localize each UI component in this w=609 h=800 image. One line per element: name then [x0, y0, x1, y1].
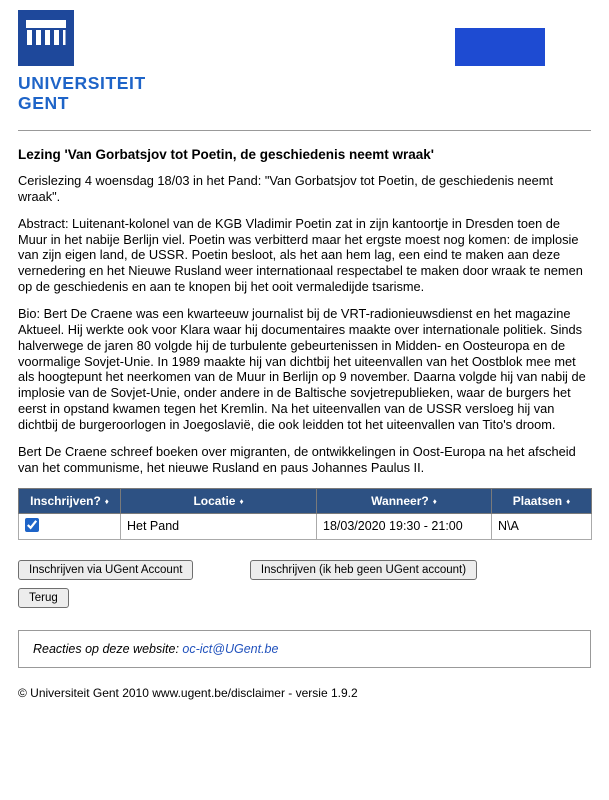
- cell-wanneer: 18/03/2020 19:30 - 21:00: [317, 513, 492, 539]
- sort-icon: ♦: [104, 496, 109, 506]
- inschrijven-checkbox[interactable]: [25, 518, 39, 532]
- subscribe-button-row: [18, 560, 591, 580]
- subscribe-no-account-button[interactable]: Inschrijven (ik heb geen UGent account): [250, 560, 477, 580]
- sort-icon: ♦: [566, 496, 571, 506]
- column-header-label: Inschrijven?: [30, 493, 101, 508]
- logo-text-gent: GENT: [18, 92, 70, 113]
- column-header-inschrijven[interactable]: [19, 488, 121, 513]
- column-header-label: Locatie: [193, 493, 236, 508]
- page-title: Lezing 'Van Gorbatsjov tot Poetin, de geschiedenis neemt wraak': [18, 147, 435, 162]
- cell-inschrijven: [19, 513, 121, 539]
- sort-icon: ♦: [432, 496, 437, 506]
- cell-locatie: Het Pand: [121, 513, 317, 539]
- column-header-wanneer[interactable]: [317, 488, 492, 513]
- column-header-plaatsen[interactable]: [492, 488, 592, 513]
- subscribe-ugent-button[interactable]: Inschrijven via UGent Account: [18, 560, 193, 580]
- footer-text: © Universiteit Gent 2010 www.ugent.be/disclaimer - versie 1.9.2: [18, 685, 358, 700]
- header: [18, 10, 591, 118]
- ugent-logo-icon: [18, 10, 74, 66]
- header-divider: [18, 130, 591, 131]
- sessions-table: [18, 488, 592, 540]
- column-header-locatie[interactable]: [121, 488, 317, 513]
- logo-text-universiteit: UNIVERSITEIT: [18, 73, 146, 93]
- back-button[interactable]: Terug: [18, 588, 69, 608]
- table-header-row: [19, 488, 592, 513]
- abstract-paragraph: Abstract: Luitenant-kolonel van de KGB Vladimir Poetin zat in zijn kantoortje in Dresden toen de Muur in het nabije Berlijn viel. Poetin was verbitterd maar het ergste moest nog komen: de implosie van zijn eigen land, de USSR. Poetin besloot, als het aan hem lag, een eind te maken aan deze vernedering en het Nieuwe Rusland weer internationaal respectabel te maken door wraak te nemen op de geschiedenis en aan te knopen bij het ooit vermaledijde tsarisme.: [18, 215, 583, 295]
- sort-icon: ♦: [239, 496, 244, 506]
- intro-paragraph: Cerislezing 4 woensdag 18/03 in het Pand: "Van Gorbatsjov tot Poetin, de geschiedenis neemt wraak".: [18, 173, 554, 204]
- feedback-email-link[interactable]: oc-ict@UGent.be: [182, 641, 279, 656]
- table-row: [19, 513, 592, 539]
- logo-wordmark: [18, 74, 591, 113]
- column-header-label: Plaatsen: [512, 493, 563, 508]
- cell-plaatsen: N\A: [492, 513, 592, 539]
- books-paragraph: Bert De Craene schreef boeken over migranten, de ontwikkelingen in Oost-Europa na het afscheid van het communisme, het nieuwe Rusland en paus Johannes Paulus II.: [18, 443, 576, 475]
- banner-image: [455, 28, 545, 66]
- feedback-box: [18, 630, 591, 668]
- footer: [18, 686, 591, 700]
- bio-paragraph: Bio: Bert De Craene was een kwarteeuw journalist bij de VRT-radionieuwsdienst en het magazine Aktueel. Hij werkte ook voor Klara waar hij documentaires maakte over internationale politiek. Sinds halverwege de jaren 80 volgde hij de turbulente gebeurtenissen in Midden- en Oosteuropa en de voormalige Sovjet-Unie. In 1989 maakte hij van dichtbij het uiteenvallen van het Oostblok mee met als hoogtepunt het neerkomen van de Muur in Berlijn op 9 november. Daarna volgde hij van nabij de implosie van de Sovjet-Unie, onder andere in de Baltische sovjetrepublieken, waar de burgers het eerst in opstand kwamen tegen het Kremlin. Na het uiteenvallen van de USSR versloeg hij van dichtbij de burgeroorlogen in Joegoslavië, die ook leidden tot het uiteenvallen van Tito's droom.: [18, 306, 586, 433]
- back-button-row: [18, 588, 591, 608]
- column-header-label: Wanneer?: [371, 493, 429, 508]
- feedback-label: Reacties op deze website:: [33, 641, 183, 656]
